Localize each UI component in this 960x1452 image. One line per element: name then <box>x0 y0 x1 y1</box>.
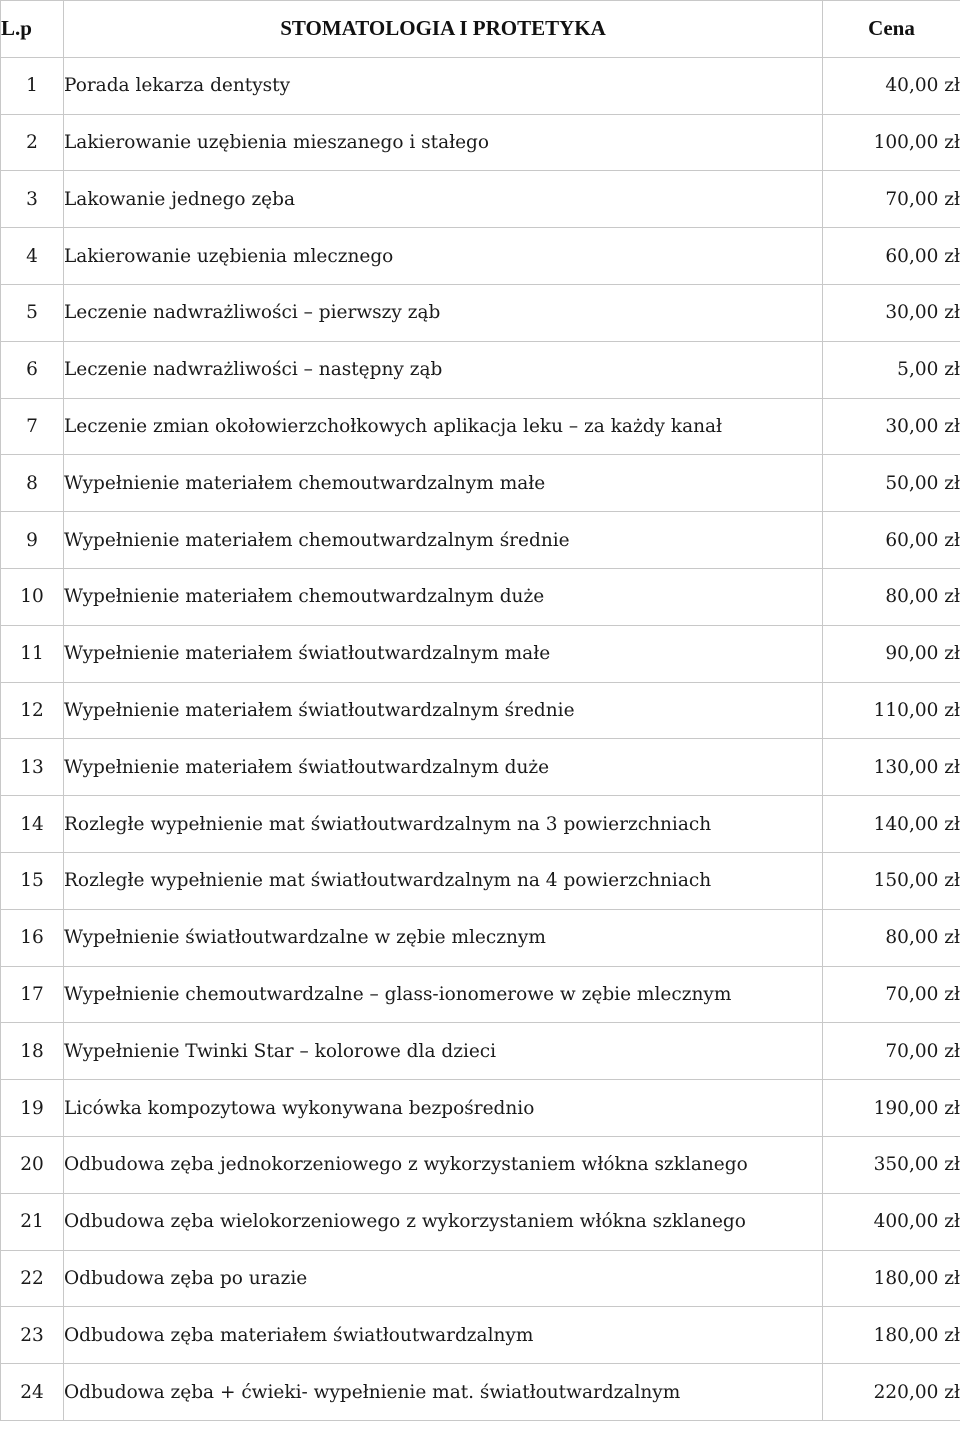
table-row <box>1 739 960 796</box>
table-row <box>1 852 960 909</box>
table-row <box>1 57 960 114</box>
row-number: 1 <box>1 57 64 114</box>
service-price: 40,00 zł <box>823 57 960 114</box>
table-row <box>1 512 960 569</box>
service-name: Leczenie zmian okołowierzchołkowych aplikacja leku – za każdy kanał <box>64 398 823 455</box>
service-name: Lakierowanie uzębienia mlecznego <box>64 228 823 285</box>
service-price: 400,00 zł <box>823 1193 960 1250</box>
table-row <box>1 1193 960 1250</box>
table-row <box>1 1136 960 1193</box>
row-number: 13 <box>1 739 64 796</box>
service-name: Licówka kompozytowa wykonywana bezpośrednio <box>64 1080 823 1137</box>
table-row <box>1 1307 960 1364</box>
service-name: Wypełnienie materiałem światłoutwardzalnym duże <box>64 739 823 796</box>
service-name: Lakowanie jednego zęba <box>64 171 823 228</box>
row-number: 8 <box>1 455 64 512</box>
row-number: 22 <box>1 1250 64 1307</box>
service-name: Rozległe wypełnienie mat światłoutwardzalnym na 3 powierzchniach <box>64 796 823 853</box>
service-name: Odbudowa zęba materiałem światłoutwardzalnym <box>64 1307 823 1364</box>
service-price: 100,00 zł <box>823 114 960 171</box>
service-price: 150,00 zł <box>823 852 960 909</box>
table-row <box>1 455 960 512</box>
header-price: Cena <box>823 1 960 58</box>
table-row <box>1 796 960 853</box>
service-price: 110,00 zł <box>823 682 960 739</box>
service-name: Wypełnienie materiałem chemoutwardzalnym duże <box>64 568 823 625</box>
row-number: 17 <box>1 966 64 1023</box>
table-header-row <box>1 1 960 58</box>
table-row <box>1 284 960 341</box>
row-number: 11 <box>1 625 64 682</box>
service-name: Odbudowa zęba wielokorzeniowego z wykorzystaniem włókna szklanego <box>64 1193 823 1250</box>
table-row <box>1 682 960 739</box>
service-price: 70,00 zł <box>823 1023 960 1080</box>
service-price: 60,00 zł <box>823 228 960 285</box>
service-price: 180,00 zł <box>823 1250 960 1307</box>
row-number: 6 <box>1 341 64 398</box>
row-number: 21 <box>1 1193 64 1250</box>
table-row <box>1 568 960 625</box>
service-price: 190,00 zł <box>823 1080 960 1137</box>
service-price: 80,00 zł <box>823 568 960 625</box>
service-name: Wypełnienie materiałem światłoutwardzalnym średnie <box>64 682 823 739</box>
table-row <box>1 228 960 285</box>
service-name: Wypełnienie materiałem chemoutwardzalnym małe <box>64 455 823 512</box>
service-name: Rozległe wypełnienie mat światłoutwardzalnym na 4 powierzchniach <box>64 852 823 909</box>
service-name: Porada lekarza dentysty <box>64 57 823 114</box>
service-name: Leczenie nadwrażliwości – następny ząb <box>64 341 823 398</box>
table-row <box>1 909 960 966</box>
service-name: Wypełnienie materiałem światłoutwardzalnym małe <box>64 625 823 682</box>
row-number: 7 <box>1 398 64 455</box>
table-row <box>1 625 960 682</box>
service-price: 180,00 zł <box>823 1307 960 1364</box>
row-number: 20 <box>1 1136 64 1193</box>
row-number: 24 <box>1 1364 64 1421</box>
table-row <box>1 1364 960 1421</box>
row-number: 23 <box>1 1307 64 1364</box>
table-body <box>1 57 960 1420</box>
service-name: Lakierowanie uzębienia mieszanego i stałego <box>64 114 823 171</box>
service-name: Leczenie nadwrażliwości – pierwszy ząb <box>64 284 823 341</box>
service-name: Odbudowa zęba po urazie <box>64 1250 823 1307</box>
table-row <box>1 114 960 171</box>
service-name: Wypełnienie Twinki Star – kolorowe dla dzieci <box>64 1023 823 1080</box>
header-service: STOMATOLOGIA I PROTETYKA <box>64 1 823 58</box>
table-row <box>1 171 960 228</box>
row-number: 2 <box>1 114 64 171</box>
row-number: 9 <box>1 512 64 569</box>
table-row <box>1 1080 960 1137</box>
service-price: 30,00 zł <box>823 398 960 455</box>
table-row <box>1 341 960 398</box>
row-number: 15 <box>1 852 64 909</box>
service-name: Odbudowa zęba + ćwieki- wypełnienie mat. światłoutwardzalnym <box>64 1364 823 1421</box>
row-number: 16 <box>1 909 64 966</box>
service-name: Wypełnienie chemoutwardzalne – glass-ionomerowe w zębie mlecznym <box>64 966 823 1023</box>
row-number: 3 <box>1 171 64 228</box>
row-number: 14 <box>1 796 64 853</box>
service-price: 130,00 zł <box>823 739 960 796</box>
service-price: 60,00 zł <box>823 512 960 569</box>
service-price: 80,00 zł <box>823 909 960 966</box>
service-price: 30,00 zł <box>823 284 960 341</box>
row-number: 18 <box>1 1023 64 1080</box>
row-number: 10 <box>1 568 64 625</box>
table-row <box>1 966 960 1023</box>
service-name: Wypełnienie materiałem chemoutwardzalnym średnie <box>64 512 823 569</box>
service-price: 70,00 zł <box>823 966 960 1023</box>
table-row <box>1 398 960 455</box>
service-price: 350,00 zł <box>823 1136 960 1193</box>
service-name: Wypełnienie światłoutwardzalne w zębie mlecznym <box>64 909 823 966</box>
service-name: Odbudowa zęba jednokorzeniowego z wykorzystaniem włókna szklanego <box>64 1136 823 1193</box>
service-price: 50,00 zł <box>823 455 960 512</box>
service-price: 5,00 zł <box>823 341 960 398</box>
table-row <box>1 1023 960 1080</box>
header-lp: L.p <box>1 1 64 58</box>
service-price: 70,00 zł <box>823 171 960 228</box>
row-number: 4 <box>1 228 64 285</box>
service-price: 90,00 zł <box>823 625 960 682</box>
table-row <box>1 1250 960 1307</box>
service-price: 140,00 zł <box>823 796 960 853</box>
service-price: 220,00 zł <box>823 1364 960 1421</box>
row-number: 19 <box>1 1080 64 1137</box>
row-number: 5 <box>1 284 64 341</box>
row-number: 12 <box>1 682 64 739</box>
